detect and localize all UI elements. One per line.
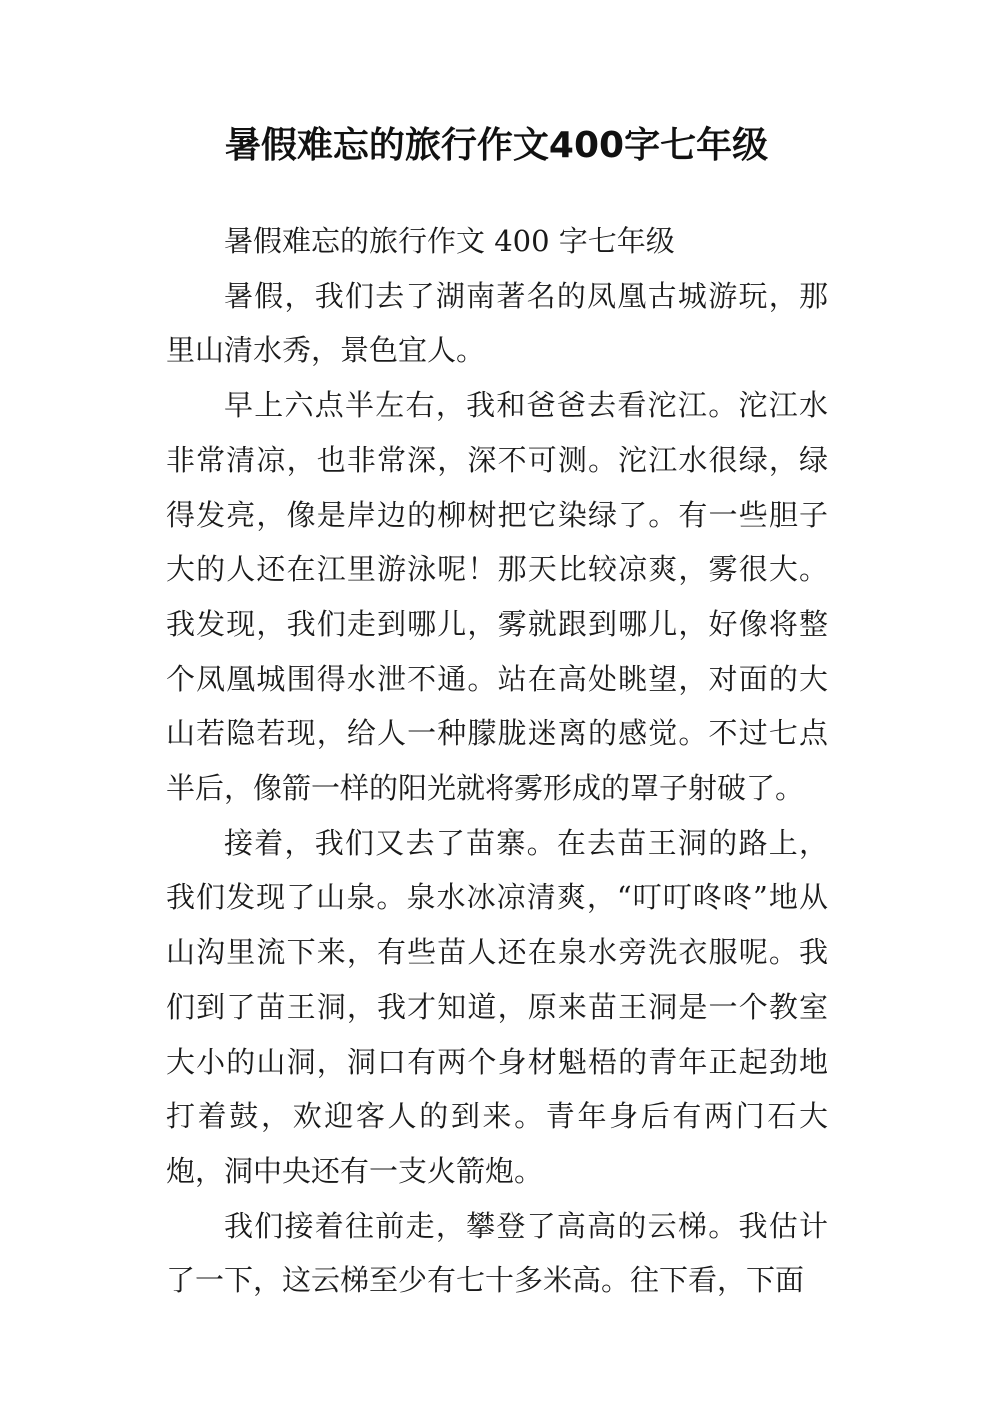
document-title: 暑假难忘的旅行作文400字七年级 (224, 125, 769, 166)
paragraph: 暑假，我们去了湖南著名的凤凰古城游玩，那里山清水秀，景色宜人。 (166, 278, 828, 368)
document-body (166, 214, 828, 1308)
paragraph-subtitle: 暑假难忘的旅行作文 400 字七年级 (224, 224, 675, 258)
paragraph: 早上六点半左右，我和爸爸去看沱江。沱江水非常清凉，也非常深，深不可测。沱江水很绿，绿得发亮，像是岸边的柳树把它染绿了。有一些胆子大的人还在江里游泳呢！那天比较凉爽，雾很大。我发现，我们走到哪儿，雾就跟到哪儿，好像将整个凤凰城围得水泄不通。站在高处眺望，对面的大山若隐若现，给人一种朦胧迷离的感觉。不过七点半后，像箭一样的阳光就将雾形成的罩子射破了。 (166, 388, 828, 806)
paragraph: 接着，我们又去了苗寨。在去苗王洞的路上，我们发现了山泉。泉水冰凉清爽，“叮叮咚咚”地从山沟里流下来，有些苗人还在泉水旁洗衣服呢。我们到了苗王洞，我才知道，原来苗王洞是一个教室大小的山洞，洞口有两个身材魁梧的青年正起劲地打着鼓，欢迎客人的到来。青年身后有两门石大炮，洞中央还有一支火箭炮。 (166, 825, 828, 1188)
paragraph: 我们接着往前走，攀登了高高的云梯。我估计了一下，这云梯至少有七十多米高。往下看，下面 (166, 1208, 828, 1298)
